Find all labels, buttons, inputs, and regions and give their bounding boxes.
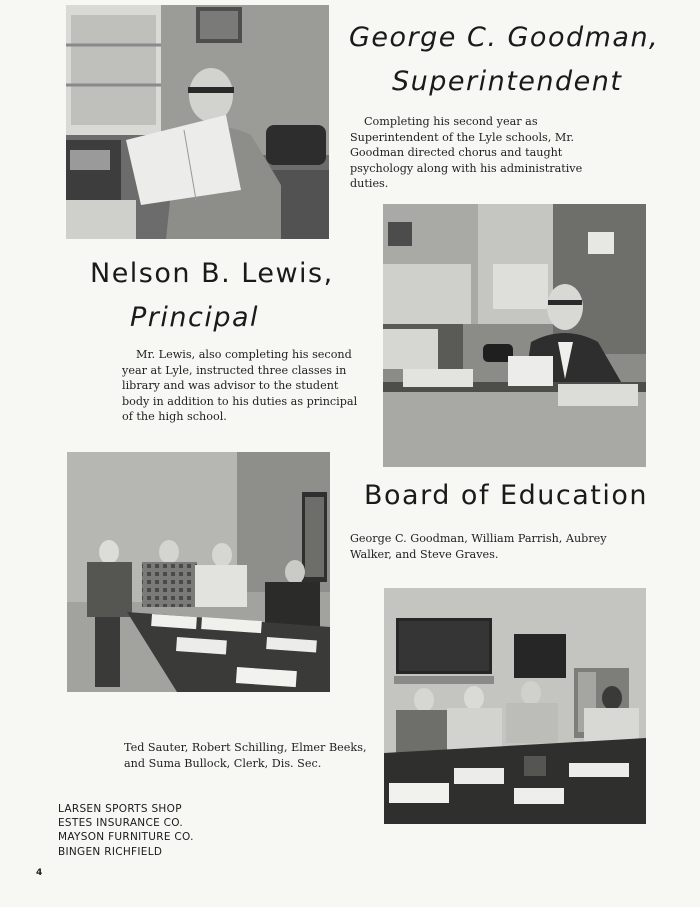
board-caption-upper: George C. Goodman, William Parrish, Aubrey Walker, and Steve Graves.: [350, 532, 607, 561]
board-heading: Board of Education: [364, 480, 648, 511]
sponsor-item: MAYSON FURNITURE CO.: [58, 831, 194, 844]
page-number: 4: [36, 868, 43, 878]
sponsor-list: [58, 802, 194, 859]
sponsor-item: BINGEN RICHFIELD: [58, 845, 163, 858]
board-caption-lower: Ted Sauter, Robert Schilling, Elmer Beeks, and Suma Bullock, Clerk, Dis. Sec.: [124, 741, 367, 770]
board-photo-right: [384, 588, 646, 824]
principal-name: Nelson B. Lewis,: [90, 258, 334, 289]
principal-title: Principal: [130, 302, 260, 333]
sponsor-item: ESTES INSURANCE CO.: [58, 817, 184, 830]
superintendent-title: Superintendent: [392, 66, 623, 97]
principal-caption: Mr. Lewis, also completing his second year at Lyle, instructed three classes in library and was advisor to the student body in addition to his duties as principal of the high school.: [122, 348, 358, 424]
superintendent-name: George C. Goodman,: [349, 22, 660, 53]
superintendent-caption: Completing his second year as Superintendent of the Lyle schools, Mr. Goodman directed chorus and taught psychology along with his administrative duties.: [350, 115, 583, 191]
superintendent-photo: [66, 5, 329, 239]
sponsor-item: LARSEN SPORTS SHOP: [58, 803, 182, 815]
principal-photo: [383, 204, 646, 467]
board-photo-left: [67, 452, 330, 692]
